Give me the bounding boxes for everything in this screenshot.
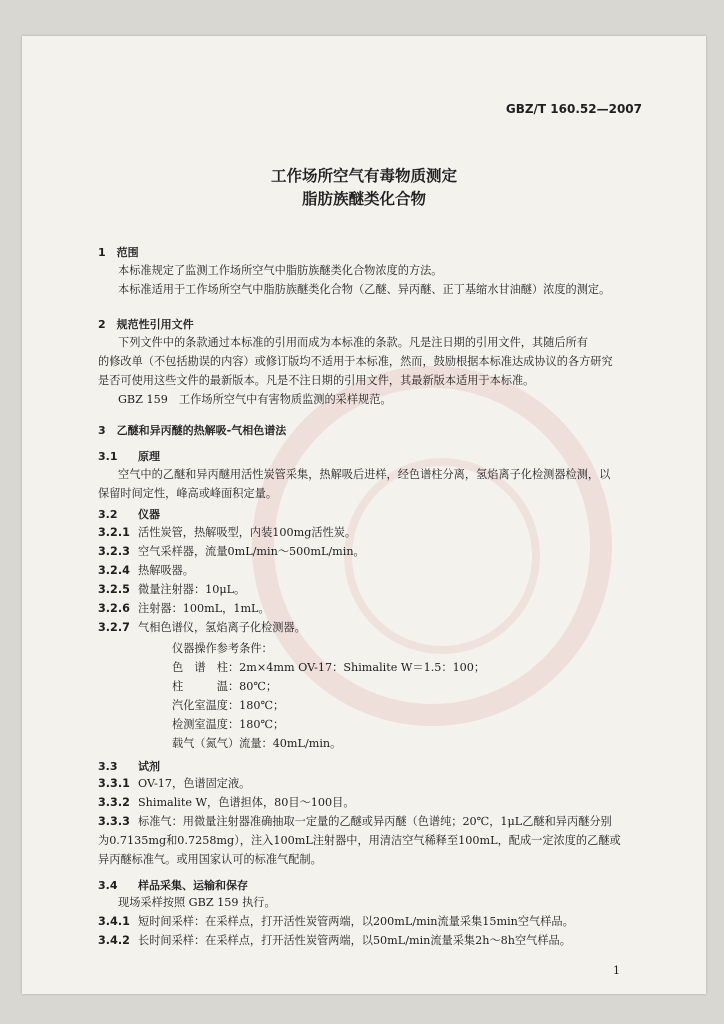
section-3-1-para-line-1: 空气中的乙醚和异丙醚用活性炭管采集，热解吸后进样，经色谱柱分离，氢焰离子化检测器检测，以: [118, 468, 611, 481]
condition-column: 色 谱 柱：2m×4mm OV-17：Shimalite W＝1.5：100；: [172, 661, 486, 674]
list-item-continued: 为0.7135mg和0.7258mg），注入100mL注射器中，用清洁空气稀释至100mL，配成一定浓度的乙醚或: [98, 834, 621, 847]
condition-carrier-gas: 载气（氮气）流量：40mL/min。: [172, 737, 342, 750]
section-2-para-line-2: 的修改单（不包括勘误的内容）或修订版均不适用于本标准，然而，鼓励根据本标准达成协议的各方研究: [98, 355, 613, 368]
list-item: 3.2.4 热解吸器。: [98, 564, 194, 577]
page-number: 1: [613, 964, 620, 977]
section-1-para-1: 本标准规定了监测工作场所空气中脂肪族醚类化合物浓度的方法。: [118, 264, 443, 277]
list-item: 3.2.7 气相色谱仪，氢焰离子化检测器。: [98, 621, 306, 634]
title-line-2: 脂肪族醚类化合物: [301, 190, 426, 208]
section-3-1-para-line-2: 保留时间定性，峰高或峰面积定量。: [98, 487, 278, 500]
section-1-heading: 1 范围: [98, 246, 139, 259]
list-item: 3.3.1 OV-17，色谱固定液。: [98, 777, 251, 790]
list-item: 3.3.3 标准气：用微量注射器准确抽取一定量的乙醚或异丙醚（色谱纯；20℃，1μL乙醚和异丙醚分别: [98, 815, 612, 828]
condition-column-temp: 柱 温：80℃；: [172, 680, 278, 693]
section-2-reference: GBZ 159 工作场所空气中有害物质监测的采样规范。: [118, 393, 392, 406]
list-item: 3.2.6 注射器：100mL，1mL。: [98, 602, 270, 615]
list-item: 3.4.1 短时间采样：在采样点，打开活性炭管两端，以200mL/min流量采集15min空气样品。: [98, 915, 574, 928]
section-2-para-line-1: 下列文件中的条款通过本标准的引用而成为本标准的条款。凡是注日期的引用文件，其随后所有: [118, 336, 588, 349]
document-page: [22, 36, 706, 994]
section-2-para-line-3: 是否可使用这些文件的最新版本。凡是不注日期的引用文件，其最新版本适用于本标准。: [98, 374, 535, 387]
section-3-4-intro: 现场采样按照 GBZ 159 执行。: [118, 896, 276, 909]
list-item: 3.2.1 活性炭管，热解吸型，内装100mg活性炭。: [98, 526, 357, 539]
section-3-3-heading: 3.3 试剂: [98, 760, 160, 773]
section-3-1-heading: 3.1 原理: [98, 450, 160, 463]
list-item: 3.2.5 微量注射器：10μL。: [98, 583, 246, 596]
list-item: 3.3.2 Shimalite W，色谱担体，80目～100目。: [98, 796, 355, 809]
list-item: 3.4.2 长时间采样：在采样点，打开活性炭管两端，以50mL/min流量采集2h～8h空气样品。: [98, 934, 571, 947]
section-2-heading: 2 规范性引用文件: [98, 318, 194, 331]
section-1-para-2: 本标准适用于工作场所空气中脂肪族醚类化合物（乙醚、异丙醚、正丁基缩水甘油醚）浓度的测定。: [118, 283, 611, 296]
condition-detector-temp: 检测室温度：180℃；: [172, 718, 285, 731]
list-item-continued: 异丙醚标准气。或用国家认可的标准气配制。: [98, 853, 322, 866]
section-3-4-heading: 3.4 样品采集、运输和保存: [98, 879, 248, 892]
title-line-1: 工作场所空气有毒物质测定: [270, 167, 457, 185]
condition-vaporizer-temp: 汽化室温度：180℃；: [172, 699, 285, 712]
section-3-heading: 3 乙醚和异丙醚的热解吸-气相色谱法: [98, 424, 287, 437]
standard-code: GBZ/T 160.52—2007: [505, 102, 642, 116]
section-3-2-heading: 3.2 仪器: [98, 508, 160, 521]
conditions-title: 仪器操作参考条件：: [172, 642, 273, 655]
list-item: 3.2.3 空气采样器，流量0mL/min～500mL/min。: [98, 545, 365, 558]
